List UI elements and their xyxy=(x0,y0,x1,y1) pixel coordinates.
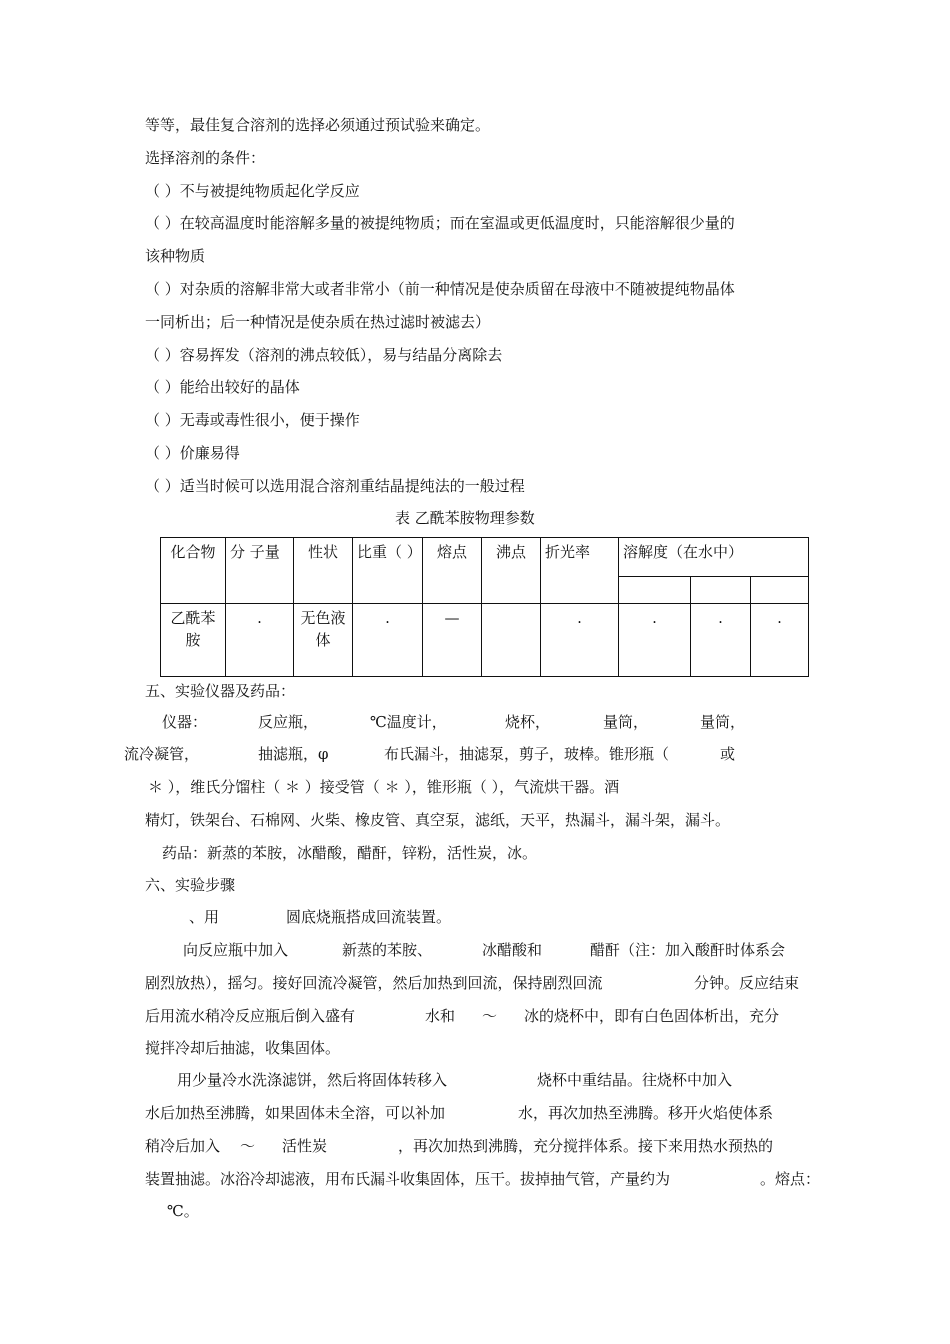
text-fragment: 醋酐（注：加入酸酐时体系会 xyxy=(590,941,786,959)
text-fragment: ～ xyxy=(482,1007,498,1025)
instruments-label: 仪器： xyxy=(162,713,208,731)
cell-boiling-point xyxy=(482,604,541,677)
text-fragment: 向反应瓶中加入 xyxy=(183,941,289,959)
instrument-item: 量筒， xyxy=(700,713,746,731)
cell-density: . xyxy=(353,604,423,677)
instrument-item: 量筒， xyxy=(603,713,649,731)
drugs-line: 药品：新蒸的苯胺，冰醋酸，醋酐，锌粉，活性炭，冰。 xyxy=(162,844,538,862)
header-density: 比重（ ） xyxy=(353,538,423,604)
instrument-item: 烧杯， xyxy=(505,713,551,731)
text-fragment: 用少量冷水洗涤滤饼，然后将固体转移入 xyxy=(177,1071,448,1089)
instrument-item: 反应瓶， xyxy=(258,713,319,731)
text-line: 选择溶剂的条件： xyxy=(145,149,266,167)
text-line: 该种物质 xyxy=(145,247,206,265)
text-fragment: 活性炭 xyxy=(282,1137,328,1155)
header-solubility: 溶解度（在水中） xyxy=(619,538,809,577)
text-line: 抽滤瓶，φ xyxy=(258,745,329,763)
header-boiling-point: 沸点 xyxy=(482,538,541,604)
cell-molecular-weight: . xyxy=(226,604,294,677)
text-fragment: 圆底烧瓶搭成回流装置。 xyxy=(286,908,452,926)
text-fragment: 冰的烧杯中，即有白色固体析出，充分 xyxy=(524,1007,780,1025)
physical-parameters-table xyxy=(160,537,809,677)
section-heading: 六、实验步骤 xyxy=(145,876,236,894)
text-line: （ ）无毒或毒性很小，便于操作 xyxy=(145,411,360,429)
cell-melting-point: — xyxy=(423,604,482,677)
text-fragment: 水，再次加热至沸腾。移开火焰使体系 xyxy=(518,1104,774,1122)
text-line: （ ）对杂质的溶解非常大或者非常小（前一种情况是使杂质留在母液中不随被提纯物晶体 xyxy=(145,280,735,298)
cell-solubility: . xyxy=(691,604,751,677)
header-molecular-weight: 分 子量 xyxy=(226,538,294,604)
section-heading: 五、实验仪器及药品： xyxy=(145,682,296,700)
text-line: 一同析出；后一种情况是使杂质在热过滤时被滤去） xyxy=(145,313,491,331)
header-state: 性状 xyxy=(294,538,353,604)
text-fragment: 新蒸的苯胺、 xyxy=(342,941,433,959)
text-line: 流冷凝管， xyxy=(124,745,200,763)
text-line: 精灯，铁架台、石棉网、火柴、橡皮管、真空泵，滤纸，天平，热漏斗，漏斗架，漏斗。 xyxy=(145,811,731,829)
text-fragment: 、用 xyxy=(189,908,220,926)
header-melting-point: 熔点 xyxy=(423,538,482,604)
text-fragment: 装置抽滤。冰浴冷却滤液，用布氏漏斗收集固体，压干。拔掉抽气管，产量约为 xyxy=(145,1170,671,1188)
text-fragment: ～ xyxy=(240,1137,256,1155)
text-fragment: 冰醋酸和 xyxy=(482,941,543,959)
text-fragment: 。熔点： xyxy=(760,1170,821,1188)
text-line: （ ）适当时候可以选用混合溶剂重结晶提纯法的一般过程 xyxy=(145,477,525,495)
text-line: （ ）容易挥发（溶剂的沸点较低），易与结晶分离除去 xyxy=(145,346,503,364)
text-fragment: 后用流水稍冷反应瓶后倒入盛有 xyxy=(145,1007,356,1025)
text-fragment: 稍冷后加入 xyxy=(145,1137,221,1155)
text-fragment: 分钟。反应结束 xyxy=(694,974,800,992)
text-line: 等等，最佳复合溶剂的选择必须通过预试验来确定。 xyxy=(145,116,491,134)
text-line: （ ）能给出较好的晶体 xyxy=(145,378,300,396)
solubility-subheader xyxy=(619,577,691,604)
text-fragment: 烧杯中重结晶。往烧杯中加入 xyxy=(537,1071,733,1089)
cell-solubility: . xyxy=(751,604,809,677)
cell-solubility: . xyxy=(619,604,691,677)
text-fragment: 水和 xyxy=(425,1007,456,1025)
text-line: （ ）价廉易得 xyxy=(145,444,240,462)
cell-compound: 乙酰苯胺 xyxy=(161,604,226,677)
text-line: （ ）在较高温度时能溶解多量的被提纯物质；而在室温或更低温度时，只能溶解很少量的 xyxy=(145,214,735,232)
instrument-item: ℃温度计， xyxy=(370,713,447,731)
table-caption: 表 乙酰苯胺物理参数 xyxy=(395,509,535,527)
solubility-subheader xyxy=(751,577,809,604)
cell-state: 无色液体 xyxy=(294,604,353,677)
header-refractive-index: 折光率 xyxy=(541,538,619,604)
text-fragment: 搅拌冷却后抽滤，收集固体。 xyxy=(145,1039,341,1057)
text-line: ＊ ），维氏分馏柱（ ＊ ）接受管（ ＊ ），锥形瓶（ ），气流烘干器。酒 xyxy=(148,778,620,796)
text-fragment: ，再次加热到沸腾，充分搅拌体系。接下来用热水预热的 xyxy=(398,1137,774,1155)
text-line: 布氏漏斗，抽滤泵，剪子，玻棒。锥形瓶（ xyxy=(384,745,670,763)
text-line: （ ）不与被提纯物质起化学反应 xyxy=(145,182,360,200)
text-line: 或 xyxy=(720,745,736,763)
text-fragment: 水后加热至沸腾，如果固体未全溶，可以补加 xyxy=(145,1104,446,1122)
text-fragment: 剧烈放热），摇匀。接好回流冷凝管，然后加热到回流，保持剧烈回流 xyxy=(145,974,603,992)
solubility-subheader xyxy=(691,577,751,604)
text-fragment: ℃。 xyxy=(167,1202,199,1220)
cell-refractive-index: . xyxy=(541,604,619,677)
header-compound: 化合物 xyxy=(161,538,226,604)
